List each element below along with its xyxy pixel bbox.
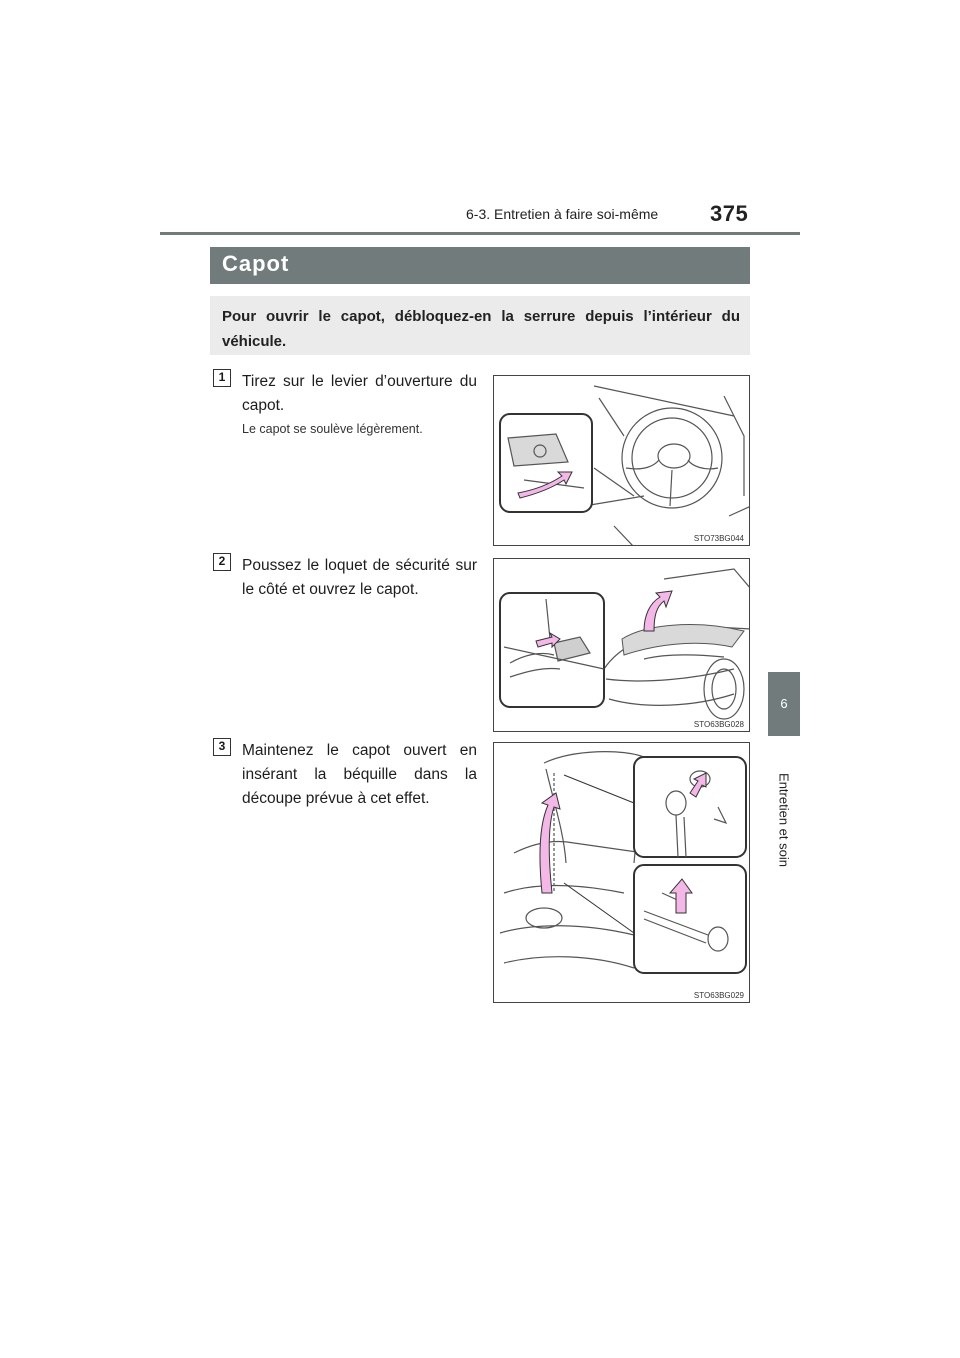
figure-code: STO63BG028 [693,720,744,729]
chapter-title-vertical [770,760,798,880]
step-3-number: 3 [213,738,231,756]
page-number: 375 [710,201,749,226]
title-bar [210,247,750,284]
intro-box [210,296,750,355]
figure-safety-latch [493,558,750,732]
figure-hood-support-rod [493,742,750,1003]
intro-text: Pour ouvrir le capot, débloquez-en la serrure depuis l’intérieur du véhicule. [222,308,740,350]
support-rod-illustration [494,743,750,1003]
step-2-text: Poussez le loquet de sécurité sur le côté et ouvrez le capot. [242,557,477,598]
chapter-tab: 6 [768,672,800,736]
step-1-note: Le capot se soulève légèrement. [242,422,423,436]
page-title: Capot [222,251,290,276]
chapter-title-text: Entretien et soin [776,773,792,867]
step-1-text: Tirez sur le levier d’ouverture du capot. [242,373,477,414]
header-divider [160,232,800,235]
step-1-number: 1 [213,369,231,387]
step-3-text: Maintenez le capot ouvert en insérant la béquille dans la découpe prévue à cet effet. [242,742,477,807]
safety-latch-illustration [494,559,750,732]
figure-code: STO73BG044 [693,534,744,543]
figure-code: STO63BG029 [693,991,744,1000]
hood-lever-illustration [494,376,750,546]
section-heading: 6-3. Entretien à faire soi-même [466,206,659,222]
step-2-number: 2 [213,553,231,571]
figure-hood-release-lever [493,375,750,546]
